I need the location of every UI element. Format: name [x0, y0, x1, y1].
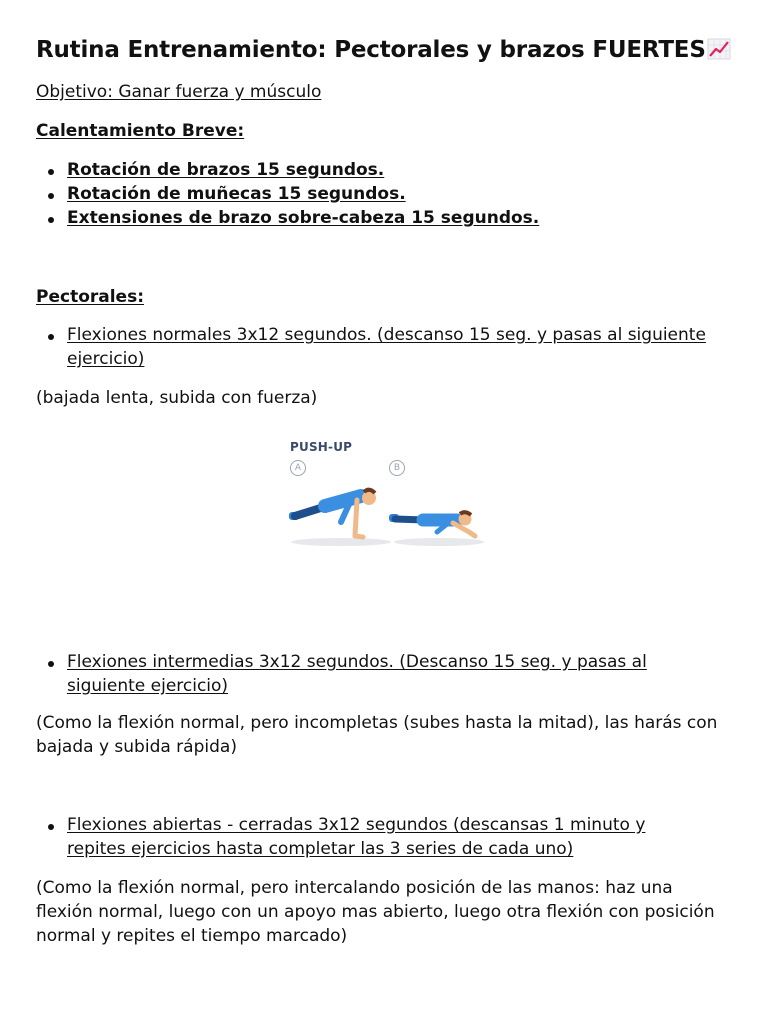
illustration-title: PUSH-UP — [290, 440, 353, 454]
list-item: Flexiones abiertas - cerradas 3x12 segundos (descansas 1 minuto y repites ejercicios hasta completar las 3 series de cada uno) — [36, 813, 706, 861]
warmup-heading: Calentamiento Breve: — [36, 121, 245, 141]
list-item: Rotación de muñecas 15 segundos. — [36, 182, 706, 206]
page-title — [36, 34, 731, 69]
list-item: Extensiones de brazo sobre-cabeza 15 segundos. — [36, 206, 706, 230]
push-up-illustration — [279, 424, 491, 560]
list-item: Flexiones intermedias 3x12 segundos. (Descanso 15 seg. y pasas al siguiente ejercicio) — [36, 650, 706, 698]
pectorales-list-1 — [36, 323, 706, 371]
title-text: Rutina Entrenamiento: Pectorales y brazos FUERTES — [36, 37, 706, 63]
push-up-figures — [279, 424, 491, 560]
step-b-badge: B — [389, 460, 405, 476]
exercise-note: (Como la flexión normal, pero intercalando posición de las manos: haz una flexión normal, luego con un apoyo mas abierto, luego otra flexión con posición normal y repites el tiempo marcado) — [36, 878, 715, 946]
warmup-list — [36, 158, 706, 230]
step-a-badge: A — [290, 460, 306, 476]
list-item: Rotación de brazos 15 segundos. — [36, 158, 706, 182]
exercise-note: (bajada lenta, subida con fuerza) — [36, 388, 318, 408]
list-item: Flexiones normales 3x12 segundos. (descanso 15 seg. y pasas al siguiente ejercicio) — [36, 323, 706, 371]
objective-text: Objetivo: Ganar fuerza y músculo — [36, 82, 322, 102]
pectorales-heading: Pectorales: — [36, 287, 145, 307]
pectorales-list-2 — [36, 650, 706, 698]
exercise-note: (Como la flexión normal, pero incompletas (subes hasta la mitad), las harás con bajada y subida rápida) — [36, 713, 718, 757]
chart-increasing-icon — [707, 37, 731, 69]
pectorales-list-3 — [36, 813, 706, 861]
